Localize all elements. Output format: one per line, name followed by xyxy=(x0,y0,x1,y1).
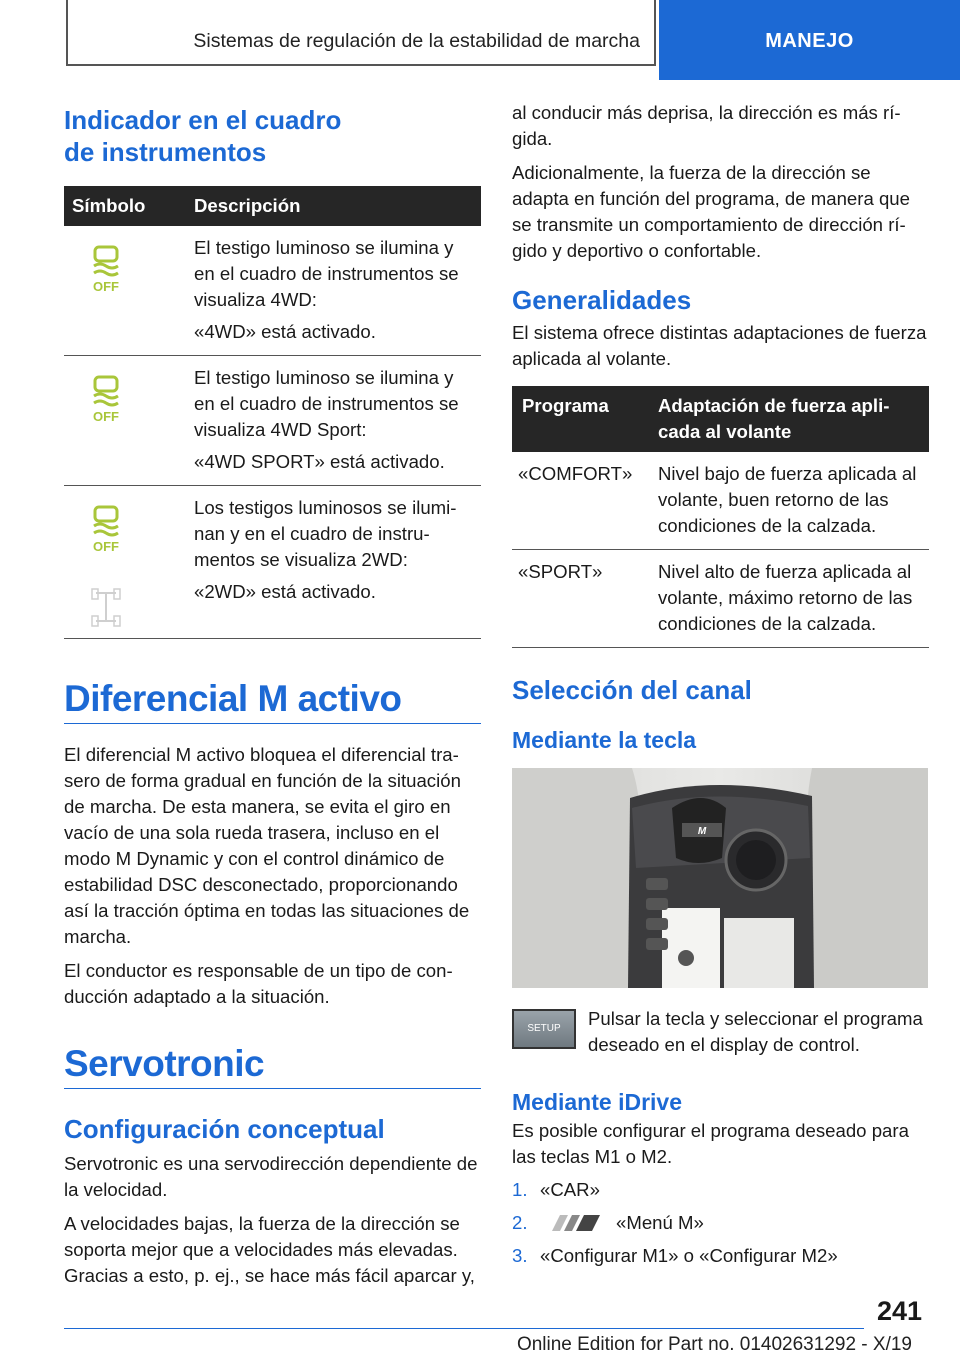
servotronic-paragraph-4: Adicionalmente, la fuerza de la dirección se adapta en función del programa, de manera que se transmite un comportamiento de dirección rí-gido y deportivo o confortable. xyxy=(512,162,910,261)
list-item: 1. «CAR» xyxy=(512,1179,600,1200)
generalidades-paragraph: El sistema ofrece distintas adaptaciones de fuerza aplicada al volante. xyxy=(512,322,927,369)
symbol-cell xyxy=(64,356,184,486)
col-description: Descripción xyxy=(184,186,481,226)
idrive-steps xyxy=(512,1177,929,1269)
program-table xyxy=(512,386,929,648)
indicator-heading: Indicador en el cuadro de instrumentos xyxy=(64,105,342,167)
col-symbol: Símbolo xyxy=(64,186,184,226)
col-program: Programa xyxy=(512,386,648,452)
table-row xyxy=(512,452,929,550)
traction-off-icon xyxy=(86,504,126,554)
servotronic-paragraph-3: al conducir más deprisa, la dirección es más rí-gida. xyxy=(512,102,901,149)
program-cell: «COMFORT» xyxy=(512,452,648,550)
chapter-tab xyxy=(659,0,960,80)
description-cell: El testigo luminoso se ilumina y en el cuadro de instrumentos se visualiza 4WD Sport: «4WD SPORT» está activado. xyxy=(184,356,481,486)
two-wheel-drive-icon xyxy=(86,587,126,631)
diferencial-heading: Diferencial M activo xyxy=(64,678,402,719)
servotronic-paragraph-2: A velocidades bajas, la fuerza de la dirección se soporta mejor que a velocidades más elevadas. Gracias a esto, p. ej., se hace más fácil aparcar y, xyxy=(64,1213,475,1286)
servotronic-heading: Servotronic xyxy=(64,1043,265,1084)
generalidades-heading: Generalidades xyxy=(512,285,692,315)
table-row xyxy=(64,356,481,486)
diferencial-paragraph-2: El conductor es responsable de un tipo de con-ducción adaptado a la situación. xyxy=(64,960,453,1007)
chapter-label: MANEJO xyxy=(765,30,854,52)
traction-off-icon xyxy=(86,244,126,294)
footer-divider xyxy=(64,1328,864,1329)
col-adaptation: Adaptación de fuerza apli-cada al volante xyxy=(648,386,929,452)
footer-edition: Online Edition for Part no. 01402631292 - X/19 xyxy=(516,1334,912,1355)
list-item: 3. «Configurar M1» o «Configurar M2» xyxy=(512,1245,838,1266)
page-number: 241 xyxy=(876,1296,922,1326)
program-cell: «SPORT» xyxy=(512,550,648,648)
svg-text:OFF: OFF xyxy=(93,409,119,424)
adaptation-cell: Nivel bajo de fuerza aplicada al volante, buen retorno de las condiciones de la calzada. xyxy=(648,452,929,550)
indicator-table-header xyxy=(64,186,481,226)
table-row xyxy=(64,486,481,639)
indicator-table xyxy=(64,186,481,639)
setup-button-icon: SETUP xyxy=(512,1009,576,1049)
mediante-idrive-heading: Mediante iDrive xyxy=(512,1089,682,1115)
m-menu-icon xyxy=(544,1213,602,1233)
symbol-cell xyxy=(64,486,184,639)
list-item: 2. «Menú M» xyxy=(512,1212,704,1233)
right-column xyxy=(512,100,929,1269)
diferencial-paragraph-1: El diferencial M activo bloquea el diferencial tra-sero de forma gradual en función de la situación de marcha. De esta manera, se evita el giro en vacío de una sola rueda trasera, incluso en el modo M Dynamic y con el control dinámico de estabilidad DSC desconectado, proporcionando así la tracción óptima en todas las situaciones de marcha. xyxy=(64,744,470,947)
servotronic-subheading: Configuración conceptual xyxy=(64,1114,385,1144)
program-table-header xyxy=(512,386,929,452)
servotronic-section-heading xyxy=(64,1042,481,1089)
table-row xyxy=(64,226,481,356)
mediante-tecla-heading: Mediante la tecla xyxy=(512,727,697,753)
left-column xyxy=(64,100,481,1289)
traction-off-icon xyxy=(86,374,126,424)
setup-instruction-text: Pulsar la tecla y seleccionar el programa deseado en el display de control. xyxy=(588,1008,923,1055)
svg-text:OFF: OFF xyxy=(93,539,119,554)
symbol-cell xyxy=(64,226,184,356)
center-console-photo xyxy=(512,768,928,988)
idrive-paragraph: Es posible configurar el programa deseado para las teclas M1 o M2. xyxy=(512,1120,909,1167)
setup-instruction xyxy=(512,1006,929,1058)
svg-text:M: M xyxy=(697,826,707,837)
diferencial-section-heading xyxy=(64,677,481,724)
header-title: Sistemas de regulación de la estabilidad de marcha xyxy=(193,30,640,52)
table-row xyxy=(512,550,929,648)
running-header xyxy=(66,0,656,66)
description-cell: Los testigos luminosos se ilumi-nan y en el cuadro de instru-mentos se visualiza 2WD: «2WD» está activado. xyxy=(184,486,481,639)
servotronic-paragraph-1: Servotronic es una servodirección dependiente de la velocidad. xyxy=(64,1153,478,1200)
seleccion-heading: Selección del canal xyxy=(512,675,752,705)
svg-text:OFF: OFF xyxy=(93,279,119,294)
description-cell: El testigo luminoso se ilumina y en el cuadro de instrumentos se visualiza 4WD: «4WD» está activado. xyxy=(184,226,481,356)
adaptation-cell: Nivel alto de fuerza aplicada al volante, máximo retorno de las condiciones de la calzada. xyxy=(648,550,929,648)
